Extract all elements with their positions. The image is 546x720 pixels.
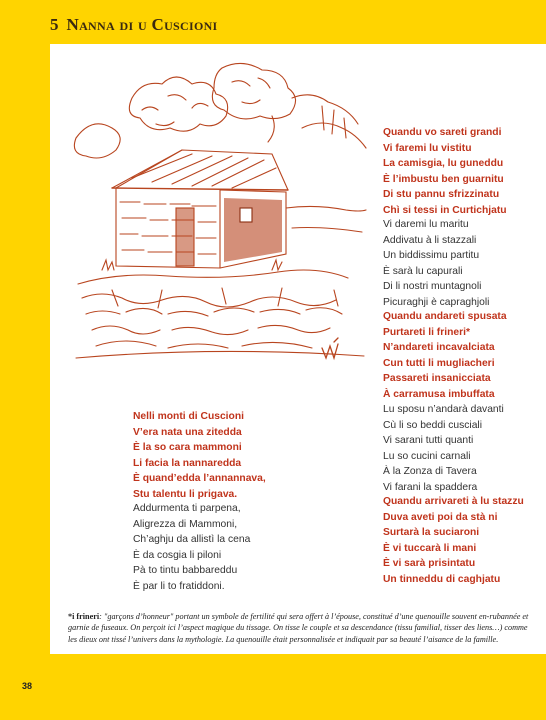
verse-line: Nelli monti di Cuscioni	[133, 411, 244, 422]
verse-line: Li facia la nannaredda	[133, 457, 242, 469]
verse-line: Duva aveti poi da stà ni	[383, 511, 498, 523]
verse-line: Vi sarani tutti quanti	[383, 435, 474, 446]
verse-line: Addivatu à li stazzali	[383, 234, 477, 246]
verse-line: Quandu vo sareti grandi	[383, 127, 502, 138]
stanza-5	[383, 494, 524, 587]
page-title	[50, 15, 218, 35]
page-number: 38	[22, 681, 33, 691]
verse-line: È quand’edda l’annannava,	[133, 473, 266, 484]
verse-line: N’andareti incavalciata	[383, 342, 495, 353]
stanza-4	[383, 402, 504, 495]
stanza-3	[383, 309, 507, 402]
verse-line: È la so cara mammoni	[133, 442, 242, 453]
verse-line: Vi farani la spaddera	[383, 481, 478, 493]
verse-line: Lu sposu n’andarà davanti	[383, 404, 504, 415]
verse-line: Un biddissimu partitu	[383, 250, 480, 261]
verse-line: Lu so cucini carnali	[383, 450, 471, 462]
stanza-left-2	[133, 501, 250, 594]
verse-line: Ch’aghju da allistì la cena	[133, 534, 251, 545]
verse-line: À la Zonza di Tavera	[383, 466, 477, 477]
verse-line: Purtareti li frineri*	[383, 326, 470, 338]
verse-line: Aligrezza di Mammoni,	[133, 518, 238, 530]
verse-line: È par li to fratiddoni.	[133, 580, 225, 592]
verse-line: È l’imbustu ben guarnitu	[383, 173, 504, 185]
verse-line: È sarà lu capurali	[383, 265, 463, 277]
verse-line: È da cosgia li piloni	[133, 549, 222, 561]
verse-line: È vi sarà prisintatu	[383, 558, 476, 569]
verse-line: V’era nata una zitedda	[133, 426, 242, 438]
footnote	[68, 611, 530, 645]
verse-line: Surtarà la suciaroni	[383, 527, 480, 538]
verse-line: Passareti insanicciata	[383, 373, 491, 384]
verse-line: Di stu pannu sfrizzinatu	[383, 189, 500, 200]
verse-line: Chì si tessi in Curtichjatu	[383, 204, 507, 216]
verse-line: Pà to tintu babbareddu	[133, 565, 238, 576]
verse-line: Vi faremi lu vistitu	[383, 142, 472, 154]
stanza-2	[383, 217, 489, 310]
verse-line: Picuraghji è capraghjoli	[383, 296, 490, 308]
footnote-marker: *i frineri	[68, 612, 100, 621]
stanza-left-1	[133, 409, 266, 502]
stanza-1	[383, 125, 507, 218]
footer-bar	[0, 654, 546, 720]
footnote-text: : "garçons d’honneur" portant un symbole de fertilité qui sera offert à l’épouse, constitué d’une quenouille souvent en-rubannée et garnie de fuseaux. On perçoit ici l’aspect magique du tissage. On tisse le couple et sa descendance (tissu familial, tisser des liens…) comme les dieux ont tissé l’univers dans la mythologie. La quenouille était personnalisée et indiquait par sa beauté l’aisance de la famille.	[68, 612, 529, 644]
verse-line: È vi tuccarà li mani	[383, 542, 477, 554]
verse-line: Quandu arrivareti à lu stazzu	[383, 496, 524, 507]
verse-line: Di li nostri muntagnoli	[383, 281, 482, 292]
verse-line: Vi daremi lu maritu	[383, 219, 469, 230]
hut-illustration	[72, 58, 368, 370]
chapter-title: Nanna di u Cuscioni	[66, 15, 218, 34]
verse-line: Addurmenta ti parpena,	[133, 503, 241, 514]
verse-line: Stu talentu li prigava.	[133, 488, 238, 500]
chapter-number: 5	[50, 15, 59, 34]
verse-line: Cù li so beddi cusciali	[383, 419, 483, 431]
verse-line: Cun tutti li mugliacheri	[383, 357, 495, 369]
verse-line: Quandu andareti spusata	[383, 311, 507, 322]
verse-line: Un tinneddu di caghjatu	[383, 573, 501, 585]
verse-line: À carramusa imbuffata	[383, 388, 495, 400]
verse-line: La camisgia, lu guneddu	[383, 158, 504, 169]
